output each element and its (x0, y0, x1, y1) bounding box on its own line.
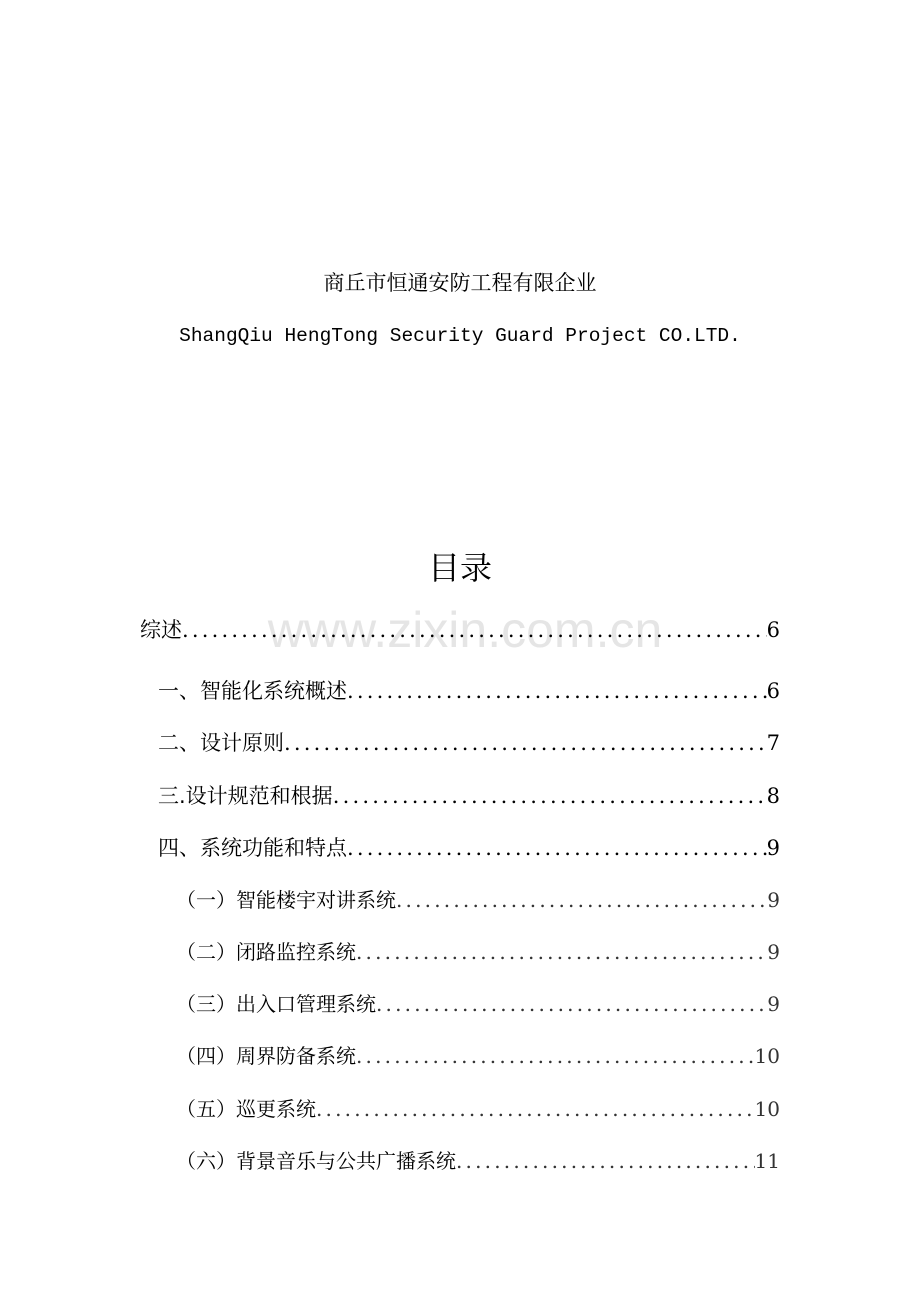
toc-entry-page: 10 (754, 1044, 780, 1068)
company-name-english: ShangQiu HengTong Security Guard Project CO.LTD. (179, 325, 741, 347)
toc-entry-label: 四、系统功能和特点 (158, 836, 347, 860)
toc-entry-subsection-6[interactable] (176, 1145, 780, 1177)
toc-entry-label: 三.设计规范和根据 (158, 784, 333, 808)
toc-entry-label: 综述 (140, 618, 182, 642)
toc-entry-label: （六）背景音乐与公共广播系统 (176, 1149, 456, 1173)
toc-entry-page: 10 (754, 1097, 780, 1121)
toc-entry-subsection-2[interactable] (176, 936, 780, 968)
toc-entry-section-3[interactable] (158, 780, 780, 812)
toc-entry-page: 7 (766, 731, 780, 755)
toc-entry-label: （一）智能楼宇对讲系统 (176, 888, 396, 912)
toc-entry-page: 8 (766, 784, 780, 808)
toc-entry-page: 6 (766, 679, 780, 703)
toc-leader-dots (356, 936, 767, 968)
company-name-chinese: 商丘市恒通安防工程有限企业 (323, 271, 597, 295)
toc-entry-label: （三）出入口管理系统 (176, 992, 376, 1016)
toc-leader-dots (182, 614, 767, 646)
toc-leader-dots (347, 675, 767, 707)
toc-leader-dots (284, 727, 767, 759)
toc-entry-subsection-3[interactable] (176, 988, 780, 1020)
toc-entry-label: 一、智能化系统概述 (158, 679, 347, 703)
toc-entry-section-1[interactable] (158, 675, 780, 707)
toc-leader-dots (456, 1145, 755, 1177)
watermark: www.zixin.com.cn (267, 602, 663, 658)
toc-entry-label: （五）巡更系统 (176, 1097, 316, 1121)
toc-entry-label: （四）周界防备系统 (176, 1044, 356, 1068)
toc-entry-subsection-1[interactable] (176, 884, 780, 916)
toc-entry-section-4[interactable] (158, 832, 780, 864)
toc-entry-page: 6 (766, 618, 780, 642)
toc-leader-dots (316, 1093, 755, 1125)
toc-entry-subsection-4[interactable] (176, 1040, 780, 1072)
toc-leader-dots (376, 988, 767, 1020)
toc-leader-dots (396, 884, 767, 916)
toc-entry-page: 9 (767, 992, 780, 1016)
toc-entry-label: 二、设计原则 (158, 731, 284, 755)
toc-leader-dots (347, 832, 767, 864)
toc-entry-section-2[interactable] (158, 727, 780, 759)
toc-entry-page: 9 (767, 888, 780, 912)
toc-title: 目录 (427, 549, 492, 587)
toc-entry-page: 9 (767, 940, 780, 964)
toc-entry-page: 9 (766, 836, 780, 860)
toc-entry-label: （二）闭路监控系统 (176, 940, 356, 964)
toc-entry-subsection-5[interactable] (176, 1093, 780, 1125)
toc-entry-overview[interactable] (140, 614, 780, 646)
toc-leader-dots (356, 1040, 755, 1072)
toc-entry-page: 11 (754, 1149, 780, 1173)
toc-leader-dots (333, 780, 767, 812)
